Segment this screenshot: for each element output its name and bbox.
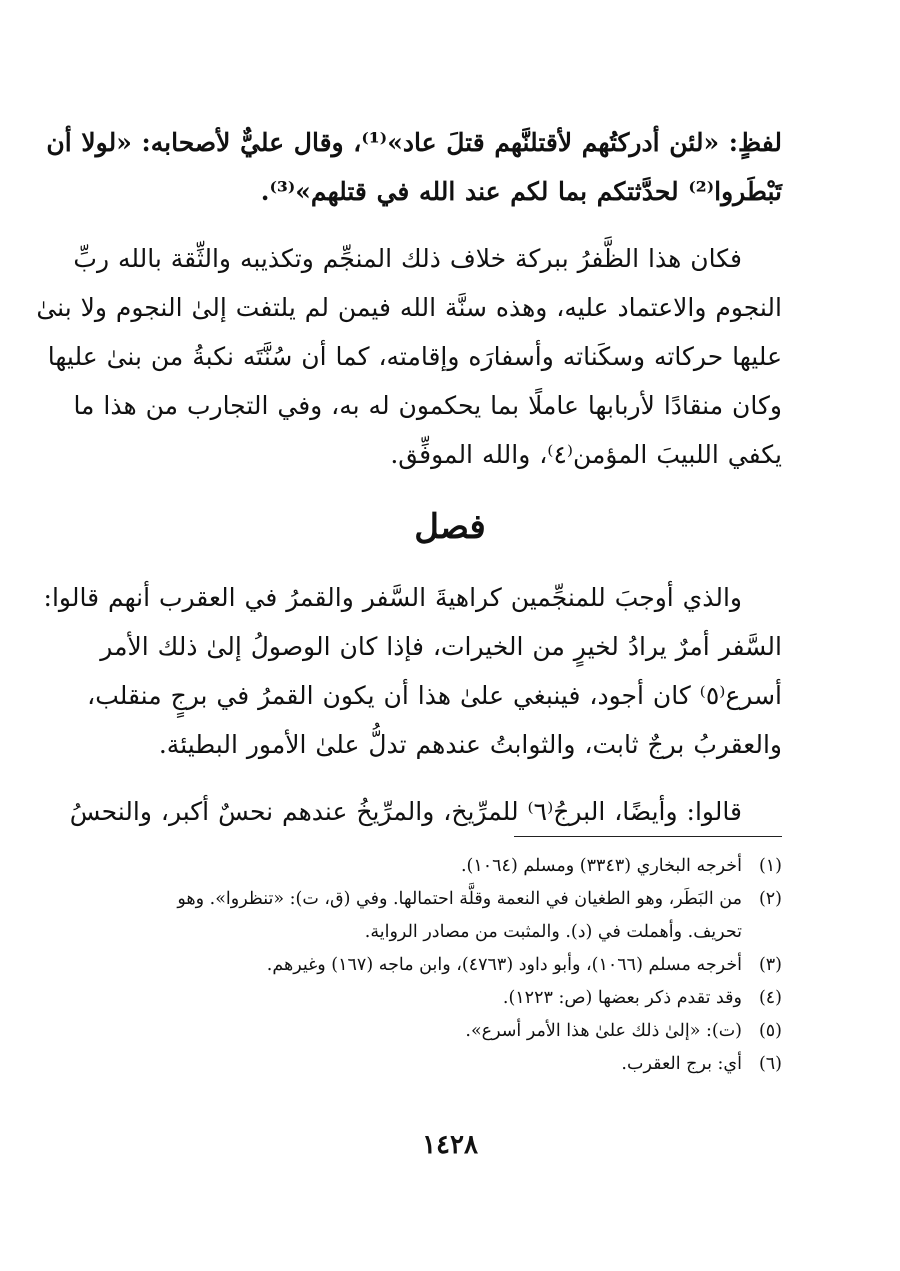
paragraph-2 [36, 234, 782, 479]
paragraph-1 [46, 118, 782, 216]
page-number: ١٤٢٨ [422, 1130, 478, 1160]
section-heading: فصل [414, 507, 486, 547]
footnote-text: أخرجه مسلم (١٠٦٦)، وأبو داود (٤٧٦٣)، وابن ماجه (١٦٧) وغيرهم. [266, 955, 742, 975]
footnote-text: أخرجه البخاري (٣٣٤٣) ومسلم (١٠٦٤). [460, 856, 742, 876]
text-line: السَّفر أمرٌ يرادُ لخيرٍ من الخيرات، فإذا كان الوصولُ إلىٰ ذلك الأمر [100, 632, 782, 661]
footnotes [118, 850, 782, 1081]
footnote-number: (٣) [758, 955, 782, 975]
footnote-number: (٦) [758, 1054, 782, 1074]
paragraph-3 [43, 573, 782, 769]
text-line: وكان منقادًا لأربابها عاملًا بما يحكمون له به، وفي التجارب من هذا ما [73, 391, 782, 420]
text-line: لفظٍ: «لئن أدركتُهم لأقتلنَّهم قتلَ عاد»⁽¹⁾، وقال عليٌّ لأصحابه: «لولا أن [46, 128, 782, 157]
text-line: تَبْطَروا⁽²⁾ لحدَّثتكم بما لكم عند الله في قتلهم»⁽³⁾. [260, 177, 782, 206]
text-line: أسرع⁽٥⁾ كان أجود، فينبغي علىٰ هذا أن يكون القمرُ في برجٍ منقلب، [87, 681, 782, 710]
footnote-number: (٤) [758, 988, 782, 1008]
footnote-text: أي: برج العقرب. [621, 1054, 742, 1074]
footnote-item [118, 883, 782, 949]
text-line: النجوم والاعتماد عليه، وهذه سنَّة الله فيمن لم يلتفت إلىٰ النجوم ولا بنىٰ [36, 293, 782, 322]
text-line: والذي أوجبَ للمنجِّمين كراهيةَ السَّفر والقمرُ في العقرب أنهم قالوا: [43, 583, 742, 612]
text-line: عليها حركاته وسكَناته وأسفارَه وإقامته، كما أن سُنَّتَه نكبةُ من بنىٰ عليها [47, 342, 782, 371]
text-line: قالوا: وأيضًا، البرجُ⁽٦⁾ للمرِّيخ، والمرِّيخُ عندهم نحسٌ أكبر، والنحسُ [69, 797, 742, 826]
text-line: فكان هذا الظَّفرُ ببركة خلاف ذلك المنجِّم وتكذيبه والثِّقة بالله ربِّ [73, 244, 742, 273]
footnote-item [118, 949, 782, 982]
footnote-text: (ت): «إلىٰ ذلك علىٰ هذا الأمر أسرع». [465, 1021, 742, 1041]
text-line: والعقربُ برجٌ ثابت، والثوابتُ عندهم تدلُّ علىٰ الأمور البطيئة. [158, 730, 782, 759]
footnote-item [118, 1048, 782, 1081]
footnote-number: (٢) [758, 889, 782, 909]
footnote-text: وقد تقدم ذكر بعضها (ص: ١٢٢٣). [502, 988, 742, 1008]
footnote-divider [514, 836, 782, 837]
footnote-item [118, 850, 782, 883]
footnote-text: تحريف. وأهملت في (د). والمثبت من مصادر الرواية. [364, 922, 742, 942]
text-line: يكفي اللبيبَ المؤمن⁽٤⁾، والله الموفِّق. [390, 440, 782, 469]
footnote-item [118, 982, 782, 1015]
footnote-text: من البَطَر، وهو الطغيان في النعمة وقلَّة احتمالها. وفي (ق، ت): «تنظروا». وهو [177, 889, 742, 909]
paragraph-4 [69, 787, 782, 836]
footnote-item [118, 1015, 782, 1048]
footnote-number: (٥) [758, 1021, 782, 1041]
footnote-number: (١) [758, 856, 782, 876]
